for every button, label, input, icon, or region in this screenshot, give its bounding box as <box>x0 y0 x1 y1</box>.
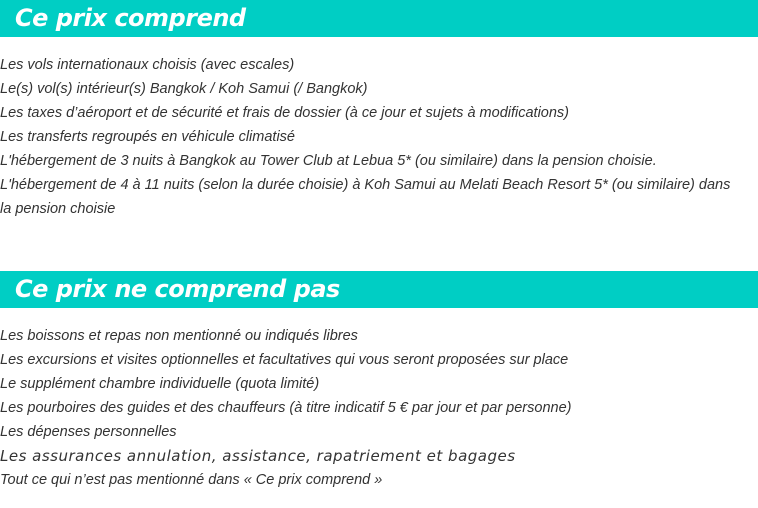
included-section-title: Ce prix comprend <box>0 0 758 37</box>
list-item: Les pourboires des guides et des chauffeurs (à titre indicatif 5 € par jour et par personne) <box>0 400 572 416</box>
list-item: Les boissons et repas non mentionné ou indiqués libres <box>0 328 358 344</box>
list-item: Les assurances annulation, assistance, rapatriement et bagages <box>0 447 516 465</box>
list-item: Les transferts regroupés en véhicule climatisé <box>0 129 295 145</box>
list-item: L'hébergement de 3 nuits à Bangkok au Tower Club at Lebua 5* (ou similaire) dans la pension choisie. <box>0 153 657 169</box>
list-item: Le(s) vol(s) intérieur(s) Bangkok / Koh Samui (/ Bangkok) <box>0 81 368 97</box>
list-item: Les dépenses personnelles <box>0 424 177 440</box>
excluded-section-title: Ce prix ne comprend pas <box>0 271 758 308</box>
list-item: L'hébergement de 4 à 11 nuits (selon la durée choisie) à Koh Samui au Melati Beach Resort 5* (ou similaire) dans la pension choisie <box>0 177 731 217</box>
list-item: Tout ce qui n’est pas mentionné dans « Ce prix comprend » <box>0 472 383 488</box>
list-item: Le supplément chambre individuelle (quota limité) <box>0 376 320 392</box>
excluded-list <box>0 324 740 492</box>
list-item: Les excursions et visites optionnelles et facultatives qui vous seront proposées sur place <box>0 352 569 368</box>
list-item: Les vols internationaux choisis (avec escales) <box>0 57 295 73</box>
list-item: Les taxes d’aéroport et de sécurité et frais de dossier (à ce jour et sujets à modifications) <box>0 105 570 121</box>
included-list <box>0 53 740 221</box>
